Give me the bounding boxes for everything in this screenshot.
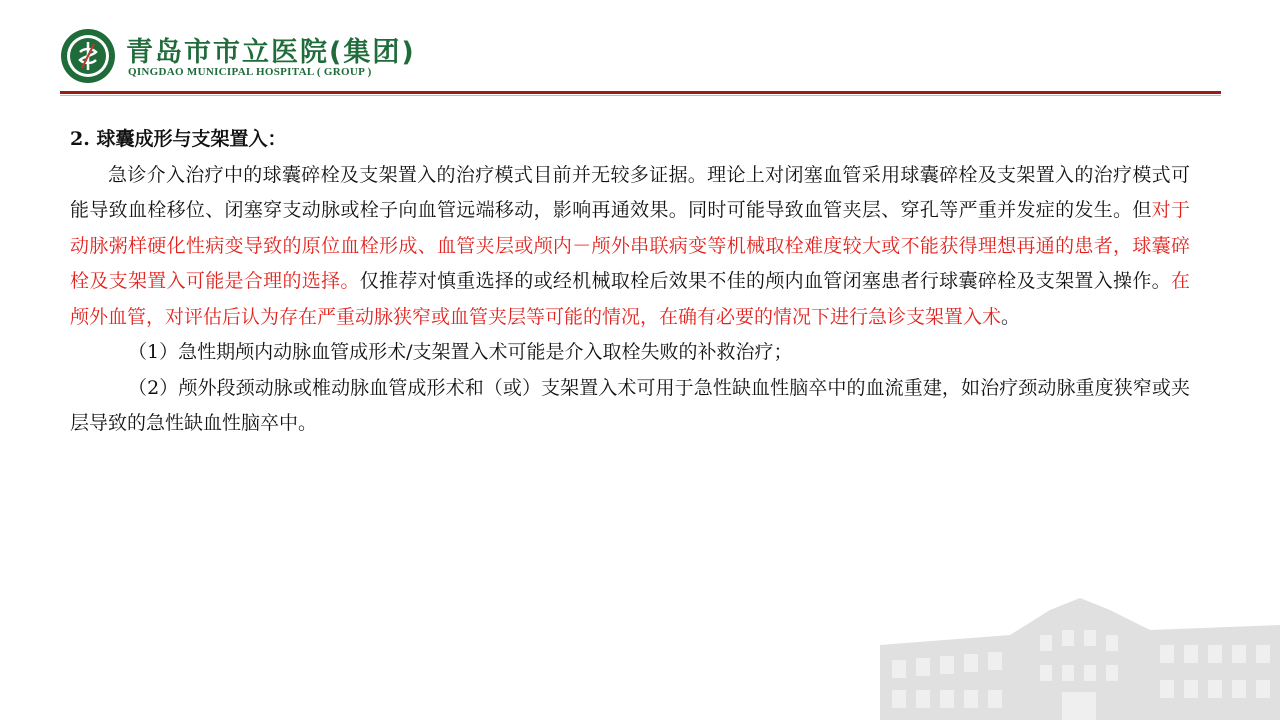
para-text-2: 仅推荐对慎重选择的或经机械取栓后效果不佳的颅内血管闭塞患者行球囊碎栓及支架置入操作。 [359, 270, 1171, 292]
hospital-name-en: QINGDAO MUNICIPAL HOSPITAL ( GROUP ) [128, 66, 372, 78]
section-heading: 2. 球囊成形与支架置入： [70, 128, 287, 150]
hospital-name-cn: 青岛市市立医院(集团) [126, 37, 416, 68]
hospital-seal-icon [60, 28, 116, 84]
main-paragraph [70, 158, 1190, 336]
para-highlight-2: 在颅外血管，对评估后认为存在严重动脉狭窄或血管夹层等可能的情况，在确有必要的情况下进行急诊支架置入术 [70, 270, 1190, 328]
list-item-1: （1）急性期颅内动脉血管成形术/支架置入术可能是介入取栓失败的补救治疗； [128, 341, 793, 363]
para-text-1: 急诊介入治疗中的球囊碎栓及支架置入的治疗模式目前并无较多证据。理论上对闭塞血管采用球囊碎栓及支架置入的治疗模式可能导致血栓移位、闭塞穿支动脉或栓子向血管远端移动，影响再通效果。同时可能导致血管夹层、穿孔等严重并发症的发生。但 [70, 163, 1190, 221]
para-text-3: 。 [1001, 305, 1021, 328]
slide-body [70, 122, 1190, 442]
header-divider [60, 91, 1221, 94]
para-highlight-1: 对于动脉粥样硬化性病变导致的原位血栓形成、血管夹层或颅内－颅外串联病变等机械取栓难度较大或不能获得理想再通的患者，球囊碎栓及支架置入可能是合理的选择。 [70, 199, 1190, 292]
hospital-building-watermark [880, 590, 1280, 720]
list-item-2: （2）颅外段颈动脉或椎动脉血管成形术和（或）支架置入术可用于急性缺血性脑卒中的血流重建，如治疗颈动脉重度狭窄或夹层导致的急性缺血性脑卒中。 [70, 376, 1190, 434]
header-divider-thin [60, 95, 1221, 96]
header [60, 28, 1220, 88]
